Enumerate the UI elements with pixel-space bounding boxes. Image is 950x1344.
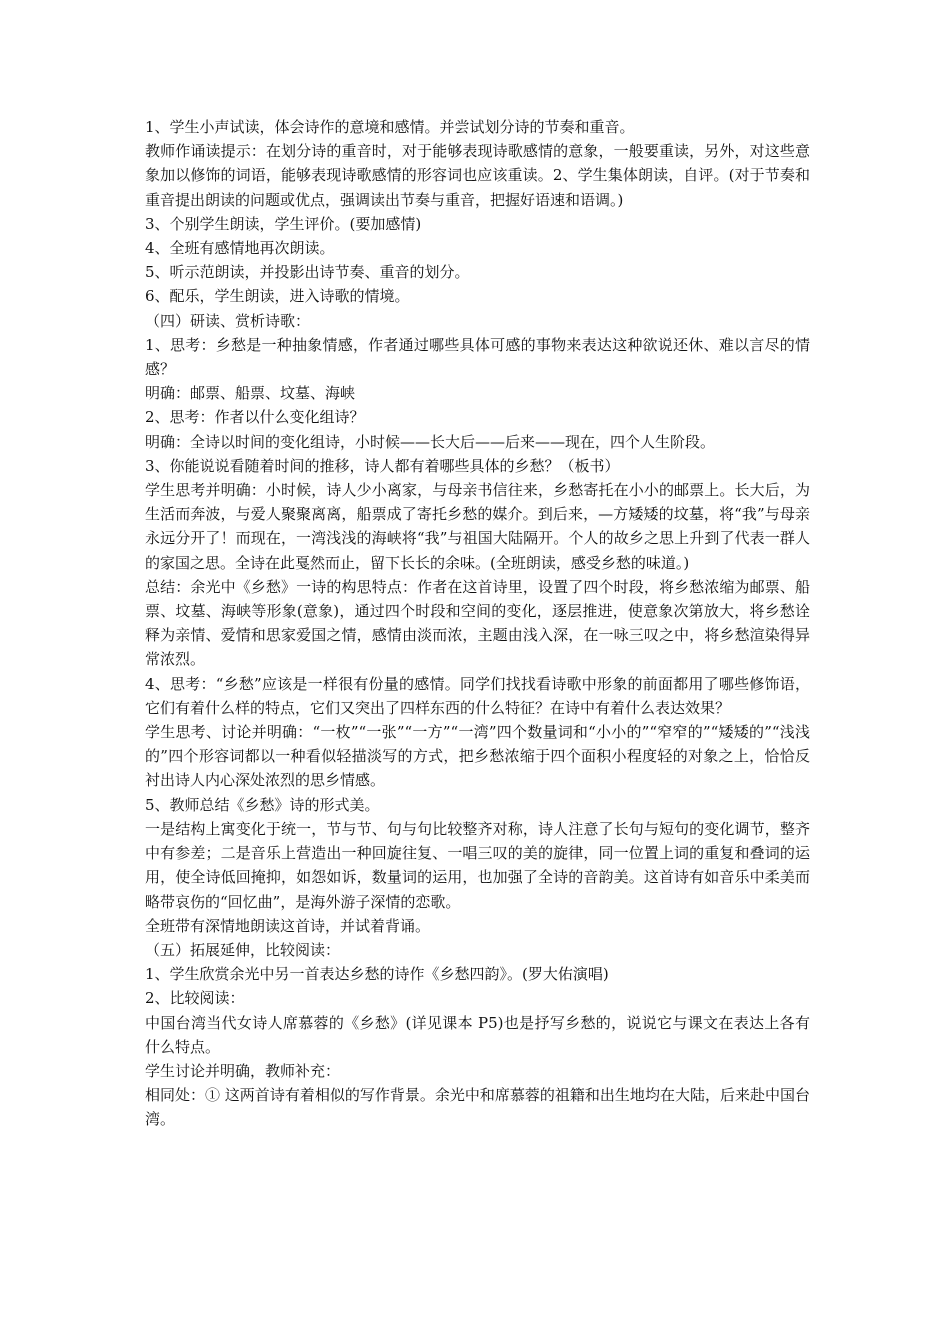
section-heading-4: （四）研读、赏析诗歌： [145, 311, 311, 330]
paragraph-1: 1、学生小声试读，体会诗作的意境和感情。并尝试划分诗的节奏和重音。 [145, 118, 635, 136]
paragraph-4: 4、全班有感情地再次朗读。 [145, 239, 335, 258]
paragraph-17: 5、教师总结《乡愁》诗的形式美。 [145, 795, 380, 814]
paragraph-16: 学生思考、讨论并明确：“一枚”“一张”“一方”“一湾”四个数量词和“小小的”“窄窄的”“矮矮的”“浅浅的”四个形容词都以一种看似轻描淡写的方式，把乡愁浓缩于四个面积小程度轻的对象之上，恰恰反衬出诗人内心深处浓烈的思乡情感。 [145, 723, 810, 790]
paragraph-10: 2、思考：作者以什么变化组诗？ [145, 408, 365, 427]
paragraph-11: 明确：全诗以时间的变化组诗，小时候——长大后——后来——现在，四个人生阶段。 [145, 432, 716, 451]
paragraph-9: 明确：邮票、船票、坟墓、海峡 [145, 384, 356, 403]
paragraph-14: 总结：余光中《乡愁》一诗的构思特点：作者在这首诗里，设置了四个时段，将乡愁浓缩为邮票、船票、坟墓、海峡等形象(意象)，通过四个时段和空间的变化，逐层推进，使意象次第放大，将乡愁诠释为亲情、爱情和思家爱国之情，感情由淡而浓，主题由浅入深，在一咏三叹之中，将乡愁渲染得异常浓烈。 [145, 577, 810, 669]
paragraph-22: 2、比较阅读： [145, 989, 245, 1008]
paragraph-12: 3、你能说说看随着时间的推移，诗人都有着哪些具体的乡愁？（板书） [145, 456, 620, 475]
document-body [145, 115, 810, 1132]
paragraph-23: 中国台湾当代女诗人席慕蓉的《乡愁》(详见课本 P5)也是抒写乡愁的，说说它与课文在表达上各有什么特点。 [145, 1013, 810, 1056]
paragraph-21: 1、学生欣赏余光中另一首表达乡愁的诗作《乡愁四韵》。(罗大佑演唱) [145, 965, 609, 984]
paragraph-24: 学生讨论并明确，教师补充： [145, 1061, 341, 1080]
section-heading-5: （五）拓展延伸，比较阅读： [145, 940, 341, 959]
paragraph-2: 教师作诵读提示：在划分诗的重音时，对于能够表现诗歌感情的意象，一般要重读，另外，对这些意象加以修饰的词语，能够表现诗歌感情的形容词也应该重读。2、学生集体朗读，自评。(对于节奏和重音提出朗读的问题或优点，强调读出节奏与重音，把握好语速和语调。) [145, 142, 810, 209]
paragraph-5: 5、听示范朗读，并投影出诗节奏、重音的划分。 [145, 263, 470, 282]
paragraph-8: 1、思考：乡愁是一种抽象情感，作者通过哪些具体可感的事物来表达这种欲说还休、难以言尽的情感？ [145, 335, 810, 379]
paragraph-19: 全班带有深情地朗读这首诗，并试着背诵。 [145, 916, 431, 935]
paragraph-18: 一是结构上寓变化于统一，节与节、句与句比较整齐对称，诗人注意了长句与短句的变化调节，整齐中有参差；二是音乐上营造出一种回旋往复、一唱三叹的美的旋律，同一位置上词的重复和叠词的运用，使全诗低回掩抑，如怨如诉，数量词的运用，也加强了全诗的音韵美。这首诗有如音乐中柔美而略带哀伤的“回忆曲”，是海外游子深情的恋歌。 [145, 819, 810, 911]
paragraph-3: 3、个别学生朗读，学生评价。(要加感情) [145, 214, 422, 233]
paragraph-15: 4、思考：“乡愁”应该是一样很有份量的感情。同学们找找看诗歌中形象的前面都用了哪些修饰语，它们有着什么样的特点，它们又突出了四样东西的什么特征？在诗中有着什么表达效果？ [145, 674, 810, 717]
paragraph-25: 相同处：① 这两首诗有着相似的写作背景。余光中和席慕蓉的祖籍和出生地均在大陆，后来赴中国台湾。 [145, 1086, 810, 1129]
paragraph-13: 学生思考并明确：小时候，诗人少小离家，与母亲书信往来，乡愁寄托在小小的邮票上。长大后，为生活而奔波，与爱人聚聚离离，船票成了寄托乡愁的媒介。到后来，—方矮矮的坟墓，将“我”与母亲永远分开了！而现在，一湾浅浅的海峡将“我”与祖国大陆隔开。个人的故乡之思上升到了代表一群人的家国之思。全诗在此戛然而止，留下长长的余味。(全班朗读，感受乡愁的味道。) [145, 481, 810, 572]
paragraph-6: 6、配乐，学生朗读，进入诗歌的情境。 [145, 287, 410, 306]
